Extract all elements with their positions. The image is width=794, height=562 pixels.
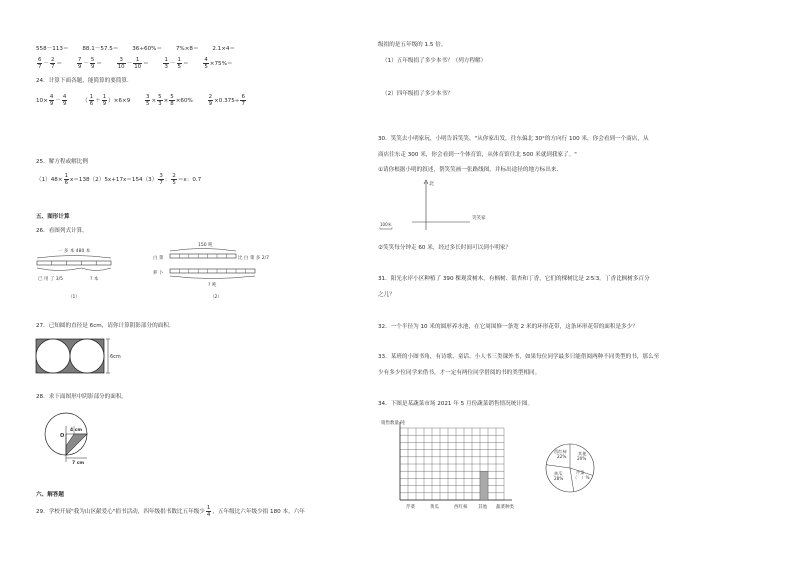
sales-bar-chart — [380, 418, 530, 514]
fig2-caption: （2） — [210, 295, 222, 300]
x-tick-label: 芹菜 — [406, 505, 415, 510]
q33-line-1: 33．某班的小图书角，有诗歌、童话、小人书三类课外书，如果每位同学最多只能借阅两种不同类型的书，那么至 — [378, 354, 660, 360]
pie-value: 28% — [554, 476, 564, 481]
fig2-unknown-label: ? 吨 — [208, 283, 217, 288]
calc-item: （ $\frac{1}{6}$ ＋ $\frac{1}{9}$ ）×6×9 — [82, 94, 131, 107]
q26-figure-2 — [152, 240, 277, 304]
q30-step-2: ②笑笑每分钟走 60 米，经过多长时间可以到小明家？ — [378, 245, 512, 251]
q31-line-1: 31．阳光水岸小区种植了 390 棵观赏树木，有枫树、银杏和丁香，它们的棵树比是 2∶5∶3。丁香比枫树多百分 — [378, 276, 650, 282]
q25-title: 25．解方程或解比例 — [36, 159, 88, 165]
oral-item: 2.1×4＝ — [212, 46, 236, 52]
q32-text: 32．一个半径为 10 米的圆形养水池，在它周围修一条宽 2 米的环形花带，这条环形花带的面积是多少？ — [378, 324, 638, 330]
q28-figure — [30, 406, 90, 466]
pie-label: 芹菜 — [576, 470, 585, 475]
pie-label: 西红柿 — [554, 449, 567, 454]
fig2-bar-1 — [170, 254, 236, 258]
q29-text: 29．学校开展"我为山区献爱心"捐书活动，四年级捐书数比五年级少 $\frac{1}{4}$ ，五年级比六年级少捐 180 本，六年 — [36, 505, 305, 518]
frac-expr: $\frac{4}{5}$ ×75%＝ — [204, 57, 233, 70]
calc-item: $\frac{3}{5}$ × $\frac{5}{3}$ × $\frac{5}{8}$ ×60% — [146, 94, 193, 107]
sales-pie-chart — [540, 440, 610, 500]
fig2-note: 比 白 菜 多 2/7 — [238, 256, 269, 261]
q26-figure-1 — [34, 244, 114, 304]
pie-value: 20% — [577, 456, 587, 461]
frac-expr: $\frac{7}{9}$ － $\frac{5}{9}$ ＝ — [77, 57, 102, 70]
oral-calc-row-2 — [36, 57, 245, 70]
calc-item: 10× $\frac{4}{9}$ － $\frac{4}{9}$ — [36, 94, 67, 107]
x-tick-label: 其他 — [478, 505, 487, 510]
pie-value: 22% — [557, 454, 567, 459]
section-5-title: 五、图形计算 — [36, 214, 70, 220]
fig2-total-label: 150 吨 — [198, 243, 213, 248]
fig2-row2-label: 萝 卜 — [153, 271, 164, 276]
fig1-caption: （1） — [68, 295, 80, 300]
fig2-bar-2 — [170, 269, 255, 273]
chart-grid — [400, 422, 512, 500]
q34-text: 34．下图是某蔬菜市场 2021 年 5 月份蔬菜销售情况统计图。 — [378, 401, 534, 407]
oral-calc-row-1 — [36, 44, 247, 52]
q29-part-2: （2）四年级捐了多少本书？ — [382, 91, 453, 97]
oral-item: 7%×8＝ — [175, 46, 199, 52]
fig2-row1-label: 白 菜 — [153, 256, 164, 261]
north-label: 北 — [429, 181, 435, 187]
q26-title: 26．看图列式计算。 — [36, 228, 88, 234]
q30-line-1: 30．笑笑去小明家玩，小明告诉笑笑，"从你家出发，往东偏北 30°的方向行 100 米，你会看到一个商店，从 — [378, 136, 649, 142]
chart-y-axis-label: 销售数量 吨 — [381, 421, 405, 426]
scale-label: 100米 — [380, 222, 392, 227]
home-label: 笑笑家 — [472, 216, 486, 221]
q29-part-1: （1）五年级捐了多少本书？（列方程解） — [382, 58, 487, 64]
q28-width-label: 7 cm — [72, 461, 85, 466]
q27-title: 27．已知圆的直径是 6cm，请你计算阴影部分的面积． — [36, 323, 175, 329]
q25-equations: （1）48× $\frac{1}{6}$ x＝138（2）5x+17x＝154（3） $\frac{3}{7}$ ： $\frac{2}{5}$ ＝x：0.7 — [36, 173, 202, 186]
q27-diameter-label: 6cm — [110, 354, 121, 360]
chart-bars — [480, 471, 488, 500]
oral-item: 88.1－57.5＝ — [82, 46, 119, 52]
q30-line-2: 商店往东走 300 米，你会看到一个体育馆，从体育馆往北 500 米就到我家了。" — [378, 152, 577, 158]
q24-items — [36, 94, 259, 107]
fig1-rest-label: ? 本 — [90, 277, 99, 282]
fig1-total-label: 一 多 本 480 本 — [58, 249, 91, 254]
q24-title: 24．计算下面各题，能简算的要简算． — [36, 78, 133, 84]
q28-center-label: O — [60, 433, 65, 439]
fig1-used-label: 已 用 了 3/5 — [38, 277, 64, 282]
pie-value: （ ）% — [573, 475, 590, 480]
section-6-title: 六、解答题 — [36, 492, 64, 498]
pie-label: 其他 — [578, 451, 587, 456]
frac-expr: $\frac{1}{3}$ － $\frac{1}{5}$ ＝ — [164, 57, 189, 70]
q28-title: 28．求下面图形中阴影部分的面积。 — [36, 394, 128, 400]
oral-item: 36÷60%＝ — [132, 46, 163, 52]
chart-x-axis-label: 蔬菜种类 — [496, 505, 514, 510]
x-tick-label: 西红柿 — [454, 505, 468, 510]
q29-continued: 级捐的是五年级的 1.5 倍。 — [378, 42, 447, 48]
q33-line-2: 少有多少位同学来借书，才一定有两位同学借阅的书的类型相同。 — [378, 370, 541, 376]
q31-line-2: 之几？ — [378, 292, 395, 298]
bar-其他 — [480, 471, 488, 500]
frac-expr: $\frac{3}{10}$ － $\frac{1}{10}$ ＝ — [117, 57, 149, 70]
q30-route-axes — [380, 178, 500, 238]
oral-item: 558－113＝ — [36, 46, 69, 52]
q28-radius-label: 4 cm — [70, 428, 83, 433]
fig1-bar — [37, 261, 111, 265]
pie-label: 黄瓜 — [554, 471, 563, 476]
x-tick-label: 黄瓜 — [430, 505, 439, 510]
q30-step-1: ①请你根据小明的叙述，帮笑笑画一张路线图，并标出途径的地方标出来． — [378, 167, 563, 173]
chart-x-labels — [406, 503, 487, 510]
q27-figure — [34, 337, 126, 375]
frac-expr: $\frac{6}{7}$ － $\frac{2}{7}$ ＝ — [38, 57, 63, 70]
calc-item: $\frac{2}{9}$ ×0.375÷ $\frac{6}{7}$ — [208, 94, 245, 107]
